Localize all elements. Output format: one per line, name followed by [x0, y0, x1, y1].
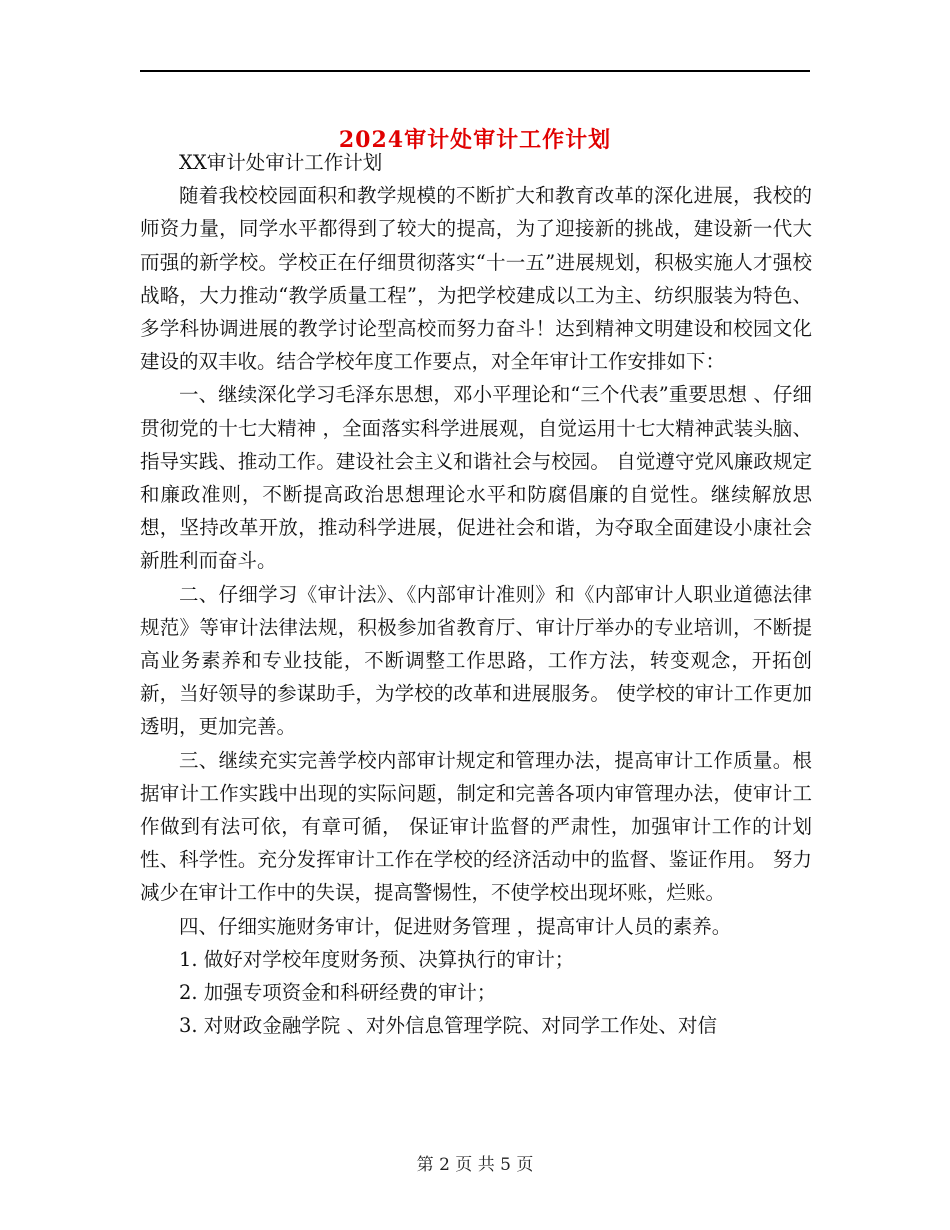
section-one-paragraph: 一、继续深化学习毛泽东思想，邓小平理论和“三个代表”重要思想 、仔细贯彻党的十七大精神 ，全面落实科学进展观，自觉运用十七大精神武装头脑、指导实践、推动工作。建设社会主义和谐社会与校园。 自觉遵守党风廉政规定和廉政准则，不断提高政治思想理论水平和防腐倡廉的自觉性。继续解放思想，坚持改革开放，推动科学进展，促进社会和谐，为夺取全面建设小康社会新胜利而奋斗。: [140, 383, 812, 573]
list-item: 3. 对财政金融学院 、对外信息管理学院、对同学工作处、对信: [179, 1014, 718, 1038]
list-item: 2. 加强专项资金和科研经费的审计；: [179, 981, 497, 1005]
intro-paragraph: 随着我校校园面积和教学规模的不断扩大和教育改革的深化进展，我校的师资力量，同学水平都得到了较大的提高，为了迎接新的挑战，建设新一代大而强的新学校。学校正在仔细贯彻落实“十一五”进展规划，积极实施人才强校战略，大力推动“教学质量工程”，为把学校建成以工为主、纺织服装为特色、多学科协调进展的教学讨论型高校而努力奋斗！达到精神文明建设和校园文化建设的双丰收。结合学校年度工作要点，对全年审计工作安排如下：: [140, 184, 812, 374]
header-rule: [140, 70, 810, 72]
section-three-paragraph: 三、继续充实完善学校内部审计规定和管理办法，提高审计工作质量。根据审计工作实践中出现的实际问题，制定和完善各项内审管理办法，使审计工作做到有法可依，有章可循， 保证审计监督的严肃性，加强审计工作的计划性、科学性。充分发挥审计工作在学校的经济活动中的监督、鉴证作用。 努力减少在审计工作中的失误，提高警惕性，不使学校出现坏账，烂账。: [140, 748, 812, 905]
page-footer: 第 2 页 共 5 页: [416, 1155, 534, 1175]
document-title: 2024审计处审计工作计划: [338, 126, 612, 153]
section-four-paragraph: 四、仔细实施财务审计，促进财务管理 ，提高审计人员的素养。: [179, 914, 732, 938]
document-body: [140, 146, 812, 1042]
list-item: 1. 做好对学校年度财务预、决算执行的审计；: [179, 947, 575, 971]
section-two-paragraph: 二、仔细学习《审计法》、《内部审计准则》和《内部审计人职业道德法律规范》等审计法律法规，积极参加省教育厅、审计厅举办的专业培训，不断提高业务素养和专业技能，不断调整工作思路，工作方法，转变观念，开拓创新，当好领导的参谋助手，为学校的改革和进展服务。 使学校的审计工作更加透明，更加完善。: [140, 582, 812, 739]
subtitle-paragraph: XX审计处审计工作计划: [179, 151, 383, 174]
